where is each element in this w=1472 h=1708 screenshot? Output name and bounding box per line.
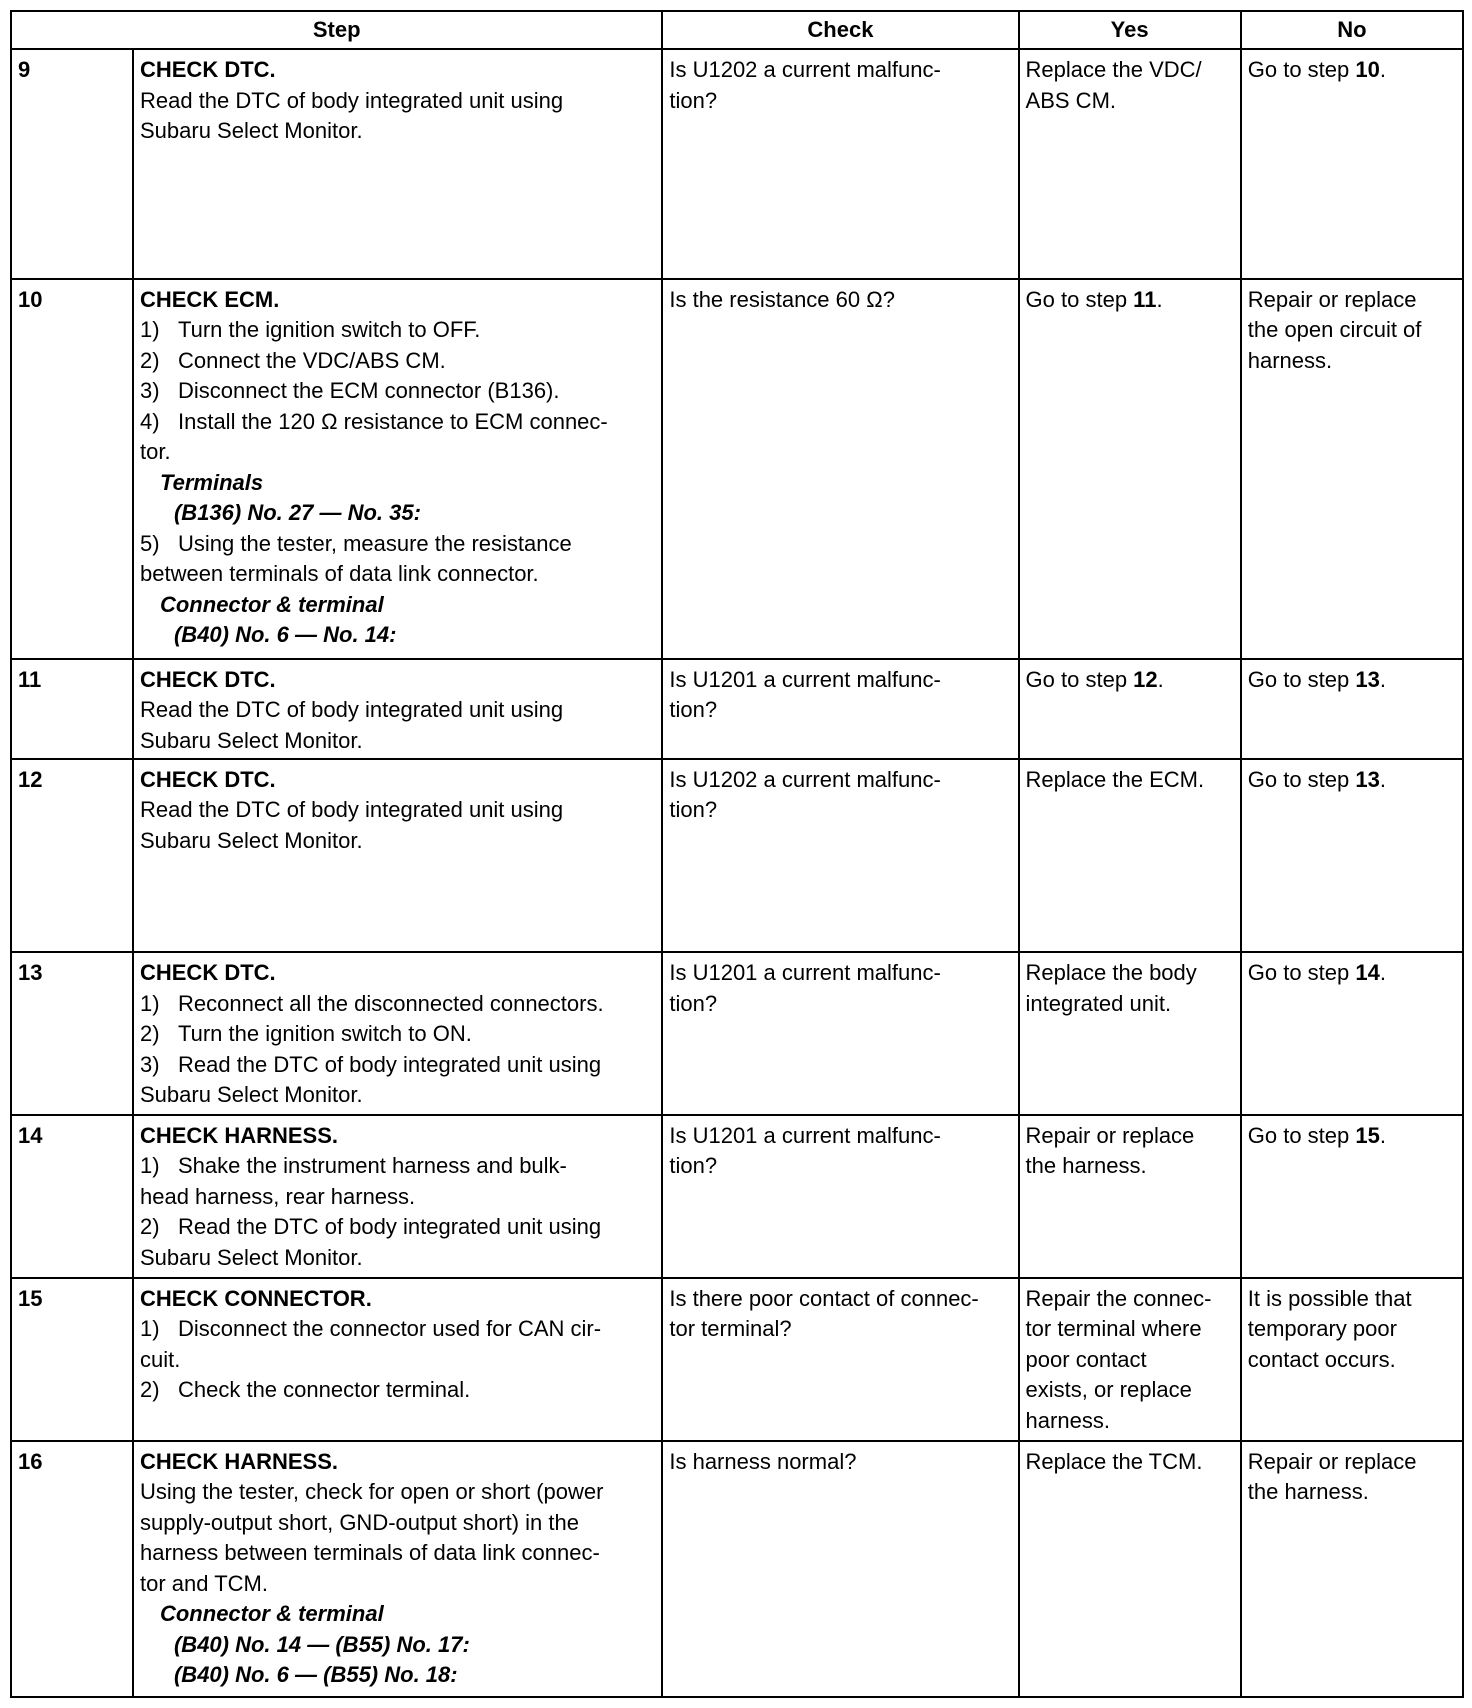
check-cell — [662, 759, 1018, 952]
step-description — [133, 1278, 662, 1441]
terminals-value: (B136) No. 27 — No. 35: — [173, 500, 421, 526]
yes-text: Go to step — [1025, 286, 1134, 312]
table-row — [11, 659, 1463, 759]
no-line: temporary poor — [1247, 1316, 1397, 1342]
step-line: Using the tester, check for open or short (power — [139, 1479, 604, 1505]
step-line: harness between terminals of data link connec- — [139, 1540, 600, 1566]
item-number: 2) — [139, 347, 160, 373]
step-description — [133, 279, 662, 659]
no-line: harness. — [1247, 347, 1333, 373]
item-number: 4) — [139, 408, 160, 434]
yes-line: Replace the TCM. — [1025, 1448, 1203, 1474]
table-row — [11, 1441, 1463, 1697]
no-text: Go to step — [1247, 666, 1356, 692]
header-yes: Yes — [1019, 11, 1241, 49]
step-number: 11 — [11, 659, 133, 759]
step-description — [133, 952, 662, 1115]
yes-text: . — [1157, 666, 1164, 692]
item-text: Connect the VDC/ABS CM. — [177, 347, 446, 373]
no-step-ref: 13 — [1355, 666, 1380, 692]
step-number: 16 — [11, 1441, 133, 1697]
item-text: Disconnect the connector used for CAN cir- — [177, 1316, 602, 1342]
table-header-row — [11, 11, 1463, 49]
item-text: Reconnect all the disconnected connectors. — [177, 990, 604, 1016]
yes-cell — [1019, 1278, 1241, 1441]
step-title: CHECK HARNESS. — [139, 1448, 339, 1474]
item-text: Shake the instrument harness and bulk- — [177, 1153, 567, 1179]
no-cell — [1241, 952, 1463, 1115]
diagnostic-table — [10, 10, 1464, 1698]
no-cell — [1241, 659, 1463, 759]
yes-cell — [1019, 759, 1241, 952]
item-number: 3) — [139, 378, 160, 404]
no-text: . — [1379, 57, 1386, 82]
table-row — [11, 279, 1463, 659]
check-line: Is the resistance 60 Ω? — [669, 286, 895, 312]
connector-terminal-value: (B40) No. 6 — (B55) No. 18: — [173, 1662, 458, 1688]
table-row — [11, 1278, 1463, 1441]
step-description — [133, 659, 662, 759]
item-text: Read the DTC of body integrated unit using — [177, 1051, 602, 1077]
no-text: . — [1379, 960, 1386, 986]
step-title: CHECK HARNESS. — [139, 1122, 339, 1148]
step-item — [140, 1019, 655, 1050]
check-cell — [662, 1115, 1018, 1278]
no-cell — [1241, 49, 1463, 279]
step-number: 14 — [11, 1115, 133, 1278]
yes-text: Go to step — [1025, 666, 1134, 692]
item-number: 2) — [139, 1214, 160, 1240]
yes-line: Repair or replace — [1025, 1122, 1195, 1148]
check-cell — [662, 49, 1018, 279]
table-row — [11, 759, 1463, 952]
step-item — [140, 1375, 655, 1406]
check-line: tion? — [669, 697, 718, 723]
yes-cell — [1019, 952, 1241, 1115]
no-text: Go to step — [1247, 766, 1356, 792]
step-item — [140, 407, 655, 438]
check-line: tor terminal? — [669, 1316, 792, 1342]
check-line: Is U1201 a current malfunc- — [669, 960, 941, 986]
step-title: CHECK DTC. — [139, 666, 276, 692]
step-item — [140, 529, 655, 560]
connector-terminal-label: Connector & terminal — [159, 1601, 384, 1627]
check-cell — [662, 1441, 1018, 1697]
step-line: head harness, rear harness. — [139, 1183, 416, 1209]
step-line: between terminals of data link connector. — [139, 561, 539, 587]
step-item — [140, 1151, 655, 1182]
yes-line: poor contact — [1025, 1346, 1147, 1372]
item-text: Turn the ignition switch to ON. — [177, 1021, 472, 1047]
yes-cell — [1019, 49, 1241, 279]
check-line: tion? — [669, 87, 718, 113]
no-step-ref: 15 — [1355, 1122, 1380, 1148]
yes-cell — [1019, 1115, 1241, 1278]
yes-line: Replace the body — [1025, 960, 1197, 986]
no-cell — [1241, 759, 1463, 952]
yes-line: tor terminal where — [1025, 1316, 1202, 1342]
yes-cell — [1019, 279, 1241, 659]
header-step: Step — [11, 11, 662, 49]
no-line: Repair or replace — [1247, 1448, 1417, 1474]
step-line: cuit. — [139, 1346, 181, 1372]
no-text: . — [1379, 766, 1386, 792]
check-cell — [662, 1278, 1018, 1441]
item-number: 1) — [139, 1153, 160, 1179]
no-step-ref: 14 — [1355, 960, 1380, 986]
step-number: 12 — [11, 759, 133, 952]
step-line: Read the DTC of body integrated unit using — [139, 697, 564, 723]
yes-line: Replace the VDC/ — [1025, 57, 1202, 82]
step-description — [133, 49, 662, 279]
connector-terminal-label: Connector & terminal — [159, 591, 384, 617]
item-number: 1) — [139, 990, 160, 1016]
no-step-ref: 13 — [1355, 766, 1380, 792]
step-line: Subaru Select Monitor. — [139, 727, 363, 753]
item-number: 3) — [139, 1051, 160, 1077]
header-no: No — [1241, 11, 1463, 49]
connector-terminal-value: (B40) No. 6 — No. 14: — [173, 622, 397, 648]
check-line: tion? — [669, 1153, 718, 1179]
step-item — [140, 989, 655, 1020]
yes-line: Replace the ECM. — [1025, 766, 1205, 792]
item-number: 1) — [139, 1316, 160, 1342]
item-text: Disconnect the ECM connector (B136). — [177, 378, 560, 404]
no-line: Repair or replace — [1247, 286, 1417, 312]
connector-terminal-value: (B40) No. 14 — (B55) No. 17: — [173, 1631, 470, 1657]
item-text: Turn the ignition switch to OFF. — [177, 317, 481, 343]
step-line: Read the DTC of body integrated unit using — [139, 797, 564, 823]
no-line: the harness. — [1247, 1479, 1369, 1505]
no-cell — [1241, 1115, 1463, 1278]
step-line: supply-output short, GND-output short) in the — [139, 1509, 579, 1535]
step-line: Subaru Select Monitor. — [139, 118, 363, 143]
item-number: 2) — [139, 1377, 160, 1403]
no-line: the open circuit of — [1247, 317, 1422, 343]
no-cell — [1241, 279, 1463, 659]
step-title: CHECK ECM. — [139, 286, 280, 312]
yes-line: exists, or replace — [1025, 1377, 1192, 1403]
no-text: Go to step — [1247, 1122, 1356, 1148]
step-title: CHECK CONNECTOR. — [139, 1285, 372, 1311]
step-title: CHECK DTC. — [139, 960, 276, 986]
step-line: tor. — [139, 439, 171, 465]
step-title: CHECK DTC. — [139, 766, 276, 792]
item-text: Using the tester, measure the resistance — [177, 530, 572, 556]
no-line: contact occurs. — [1247, 1346, 1396, 1372]
no-text: Go to step — [1247, 960, 1356, 986]
no-cell — [1241, 1441, 1463, 1697]
item-number: 2) — [139, 1021, 160, 1047]
yes-line: the harness. — [1025, 1153, 1147, 1179]
step-line: Subaru Select Monitor. — [139, 1082, 363, 1108]
check-line: Is there poor contact of connec- — [669, 1285, 979, 1311]
item-number: 1) — [139, 317, 160, 343]
yes-cell — [1019, 659, 1241, 759]
item-text: Read the DTC of body integrated unit using — [177, 1214, 602, 1240]
step-item — [140, 346, 655, 377]
step-number: 15 — [11, 1278, 133, 1441]
step-number: 10 — [11, 279, 133, 659]
yes-step-ref: 12 — [1133, 666, 1158, 692]
check-line: Is U1201 a current malfunc- — [669, 1122, 941, 1148]
no-text: Go to step — [1247, 57, 1356, 82]
table-row — [11, 1115, 1463, 1278]
step-description — [133, 1441, 662, 1697]
item-number: 5) — [139, 530, 160, 556]
check-line: Is harness normal? — [669, 1448, 857, 1474]
step-item — [140, 1212, 655, 1243]
step-line: tor and TCM. — [139, 1570, 268, 1596]
check-line: Is U1201 a current malfunc- — [669, 666, 941, 692]
yes-line: ABS CM. — [1025, 87, 1117, 113]
no-line: It is possible that — [1247, 1285, 1412, 1311]
check-line: Is U1202 a current malfunc- — [669, 766, 941, 792]
step-item — [140, 1314, 655, 1345]
step-number: 9 — [11, 49, 133, 279]
step-description — [133, 759, 662, 952]
yes-cell — [1019, 1441, 1241, 1697]
no-text: . — [1379, 666, 1386, 692]
no-text: . — [1379, 1122, 1386, 1148]
step-item — [140, 1050, 655, 1081]
yes-line: harness. — [1025, 1407, 1110, 1433]
terminals-label: Terminals — [159, 469, 264, 495]
step-number: 13 — [11, 952, 133, 1115]
step-item — [140, 376, 655, 407]
item-text: Install the 120 Ω resistance to ECM connec- — [177, 408, 608, 434]
check-cell — [662, 279, 1018, 659]
step-description — [133, 1115, 662, 1278]
yes-line: Repair the connec- — [1025, 1285, 1212, 1311]
check-line: tion? — [669, 797, 718, 823]
yes-step-ref: 11 — [1133, 286, 1157, 312]
step-title: CHECK DTC. — [139, 57, 276, 82]
check-cell — [662, 952, 1018, 1115]
step-line: Subaru Select Monitor. — [139, 1244, 363, 1270]
check-line: tion? — [669, 990, 718, 1016]
table-row — [11, 49, 1463, 279]
check-cell — [662, 659, 1018, 759]
yes-line: integrated unit. — [1025, 990, 1172, 1016]
check-line: Is U1202 a current malfunc- — [669, 57, 941, 82]
step-item — [140, 315, 655, 346]
table-row — [11, 952, 1463, 1115]
item-text: Check the connector terminal. — [177, 1377, 471, 1403]
step-line: Read the DTC of body integrated unit using — [139, 87, 564, 113]
no-cell — [1241, 1278, 1463, 1441]
header-check: Check — [662, 11, 1018, 49]
yes-text: . — [1156, 286, 1163, 312]
no-step-ref: 10 — [1355, 57, 1380, 82]
step-line: Subaru Select Monitor. — [139, 827, 363, 853]
